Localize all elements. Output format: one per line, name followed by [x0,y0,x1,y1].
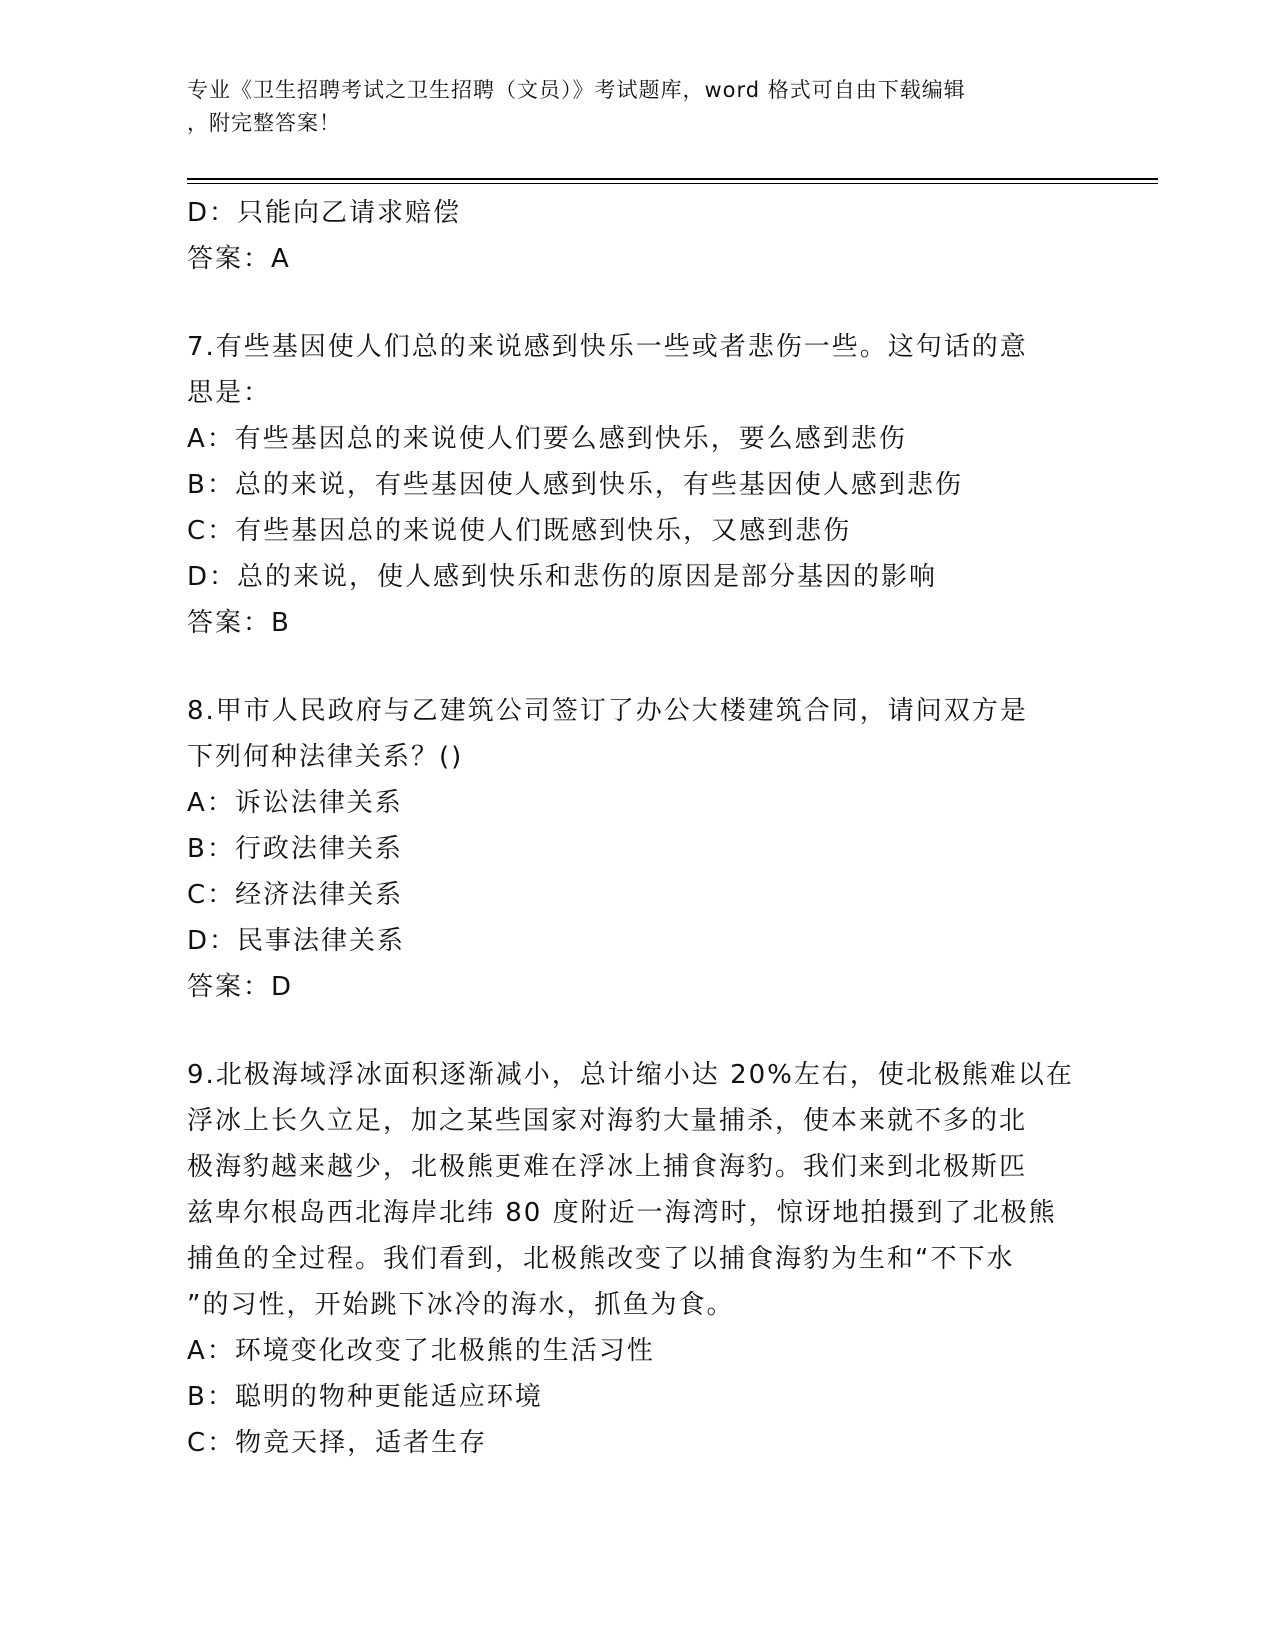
prev-option-d: D：只能向乙请求赔偿 [187,198,462,228]
spacer [187,1010,1087,1052]
option-c: C：有些基因总的来说使人们既感到快乐，又感到悲伤 [187,516,852,546]
header-divider-thin [187,183,1158,184]
question-text-line: ”的习性，开始跳下冰冷的海水，抓鱼为食。 [187,1290,735,1320]
question-text-line: 捕鱼的全过程。我们看到，北极熊改变了以捕食海豹为生和“不下水 [187,1244,1015,1274]
header-line-2: ，附完整答案！ [187,111,341,135]
question-text-line: 浮冰上长久立足，加之某些国家对海豹大量捕杀，使本来就不多的北 [187,1106,1028,1136]
option-a: A：有些基因总的来说使人们要么感到快乐，要么感到悲伤 [187,424,907,454]
option-b: B：总的来说，有些基因使人感到快乐，有些基因使人感到悲伤 [187,470,963,500]
option-c: C：物竞天择，适者生存 [187,1428,488,1458]
option-d: D：总的来说，使人感到快乐和悲伤的原因是部分基因的影响 [187,562,938,592]
answer: 答案：B [187,608,291,638]
header-line-1: 专业《卫生招聘考试之卫生招聘（文员）》考试题库，word 格式可自由下载编辑 [187,78,966,102]
spacer [187,282,1087,324]
question-text-line: 7.有些基因使人们总的来说感到快乐一些或者悲伤一些。这句话的意 [187,332,1028,362]
question-text-line: 思是： [187,378,272,408]
spacer [187,646,1087,688]
question-content [187,190,1087,1466]
question-7 [187,324,1087,646]
option-b: B：聪明的物种更能适应环境 [187,1382,543,1412]
question-8 [187,688,1087,1010]
document-header [187,74,1087,140]
option-a: A：环境变化改变了北极熊的生活习性 [187,1336,655,1366]
prev-answer: 答案：A [187,244,291,274]
header-divider-thick [187,178,1158,180]
question-text-line: 下列何种法律关系？() [187,742,464,772]
question-text-line: 8.甲市人民政府与乙建筑公司签订了办公大楼建筑合同，请问双方是 [187,696,1028,726]
option-b: B：行政法律关系 [187,834,403,864]
question-text-line: 9.北极海域浮冰面积逐渐减小，总计缩小达 20%左右，使北极熊难以在 [187,1060,1074,1090]
question-text-line: 兹卑尔根岛西北海岸北纬 80 度附近一海湾时，惊讶地拍摄到了北极熊 [187,1198,1057,1228]
option-a: A：诉讼法律关系 [187,788,403,818]
question-9 [187,1052,1087,1466]
answer: 答案：D [187,972,294,1002]
option-c: C：经济法律关系 [187,880,404,910]
question-text-line: 极海豹越来越少，北极熊更难在浮冰上捕食海豹。我们来到北极斯匹 [187,1152,1028,1182]
option-d: D：民事法律关系 [187,926,406,956]
